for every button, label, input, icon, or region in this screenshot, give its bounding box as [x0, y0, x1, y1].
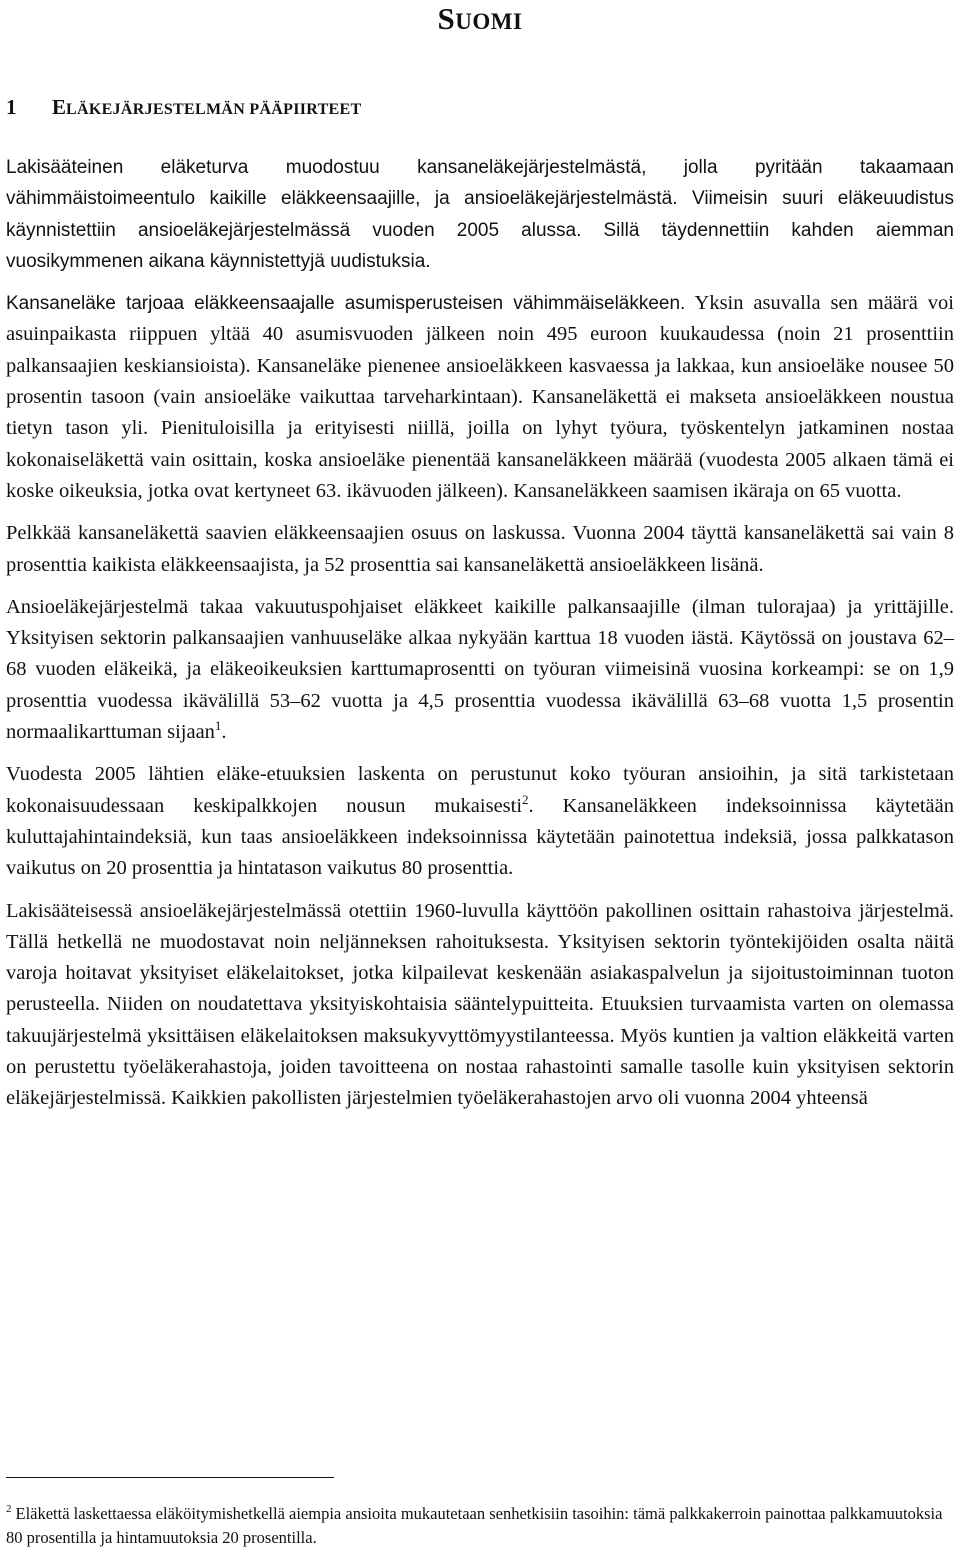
- paragraph-2-body: Yksin asuvalla sen määrä voi asuinpaikasta riippuen yltää 40 asumisvuoden jälkeen noin 495 euroon kuukaudessa (noin 21 prosenttiin palkansaajien keskiansioista). Kansaneläke pienenee ansioeläkkeen kasvaessa ja lakkaa, kun ansioeläke nousee 50 prosentin tasoon (vain ansioeläke vaikuttaa tarveharkintaan). Kansaneläkettä ei makseta ansioeläkkeen noustua tietyn tason yli. Pienituloisilla ja erityisesti niillä, joilla on lyhyt työura, työskentelyn jatkaminen nostaa kokonaiseläkettä vain osittain, koska ansioeläke pienentää kansaneläkkeen määrää (vuodesta 2005 alkaen tämä ei koske oikeuksia, jotka ovat kertyneet 63. ikävuoden jälkeen). Kansaneläkkeen saamisen ikäraja on 65 vuotta.: [6, 292, 954, 502]
- section-number: 1: [6, 95, 17, 119]
- title-rest: UOMI: [455, 9, 523, 34]
- paragraph-4-end: .: [221, 721, 227, 744]
- title-initial: S: [437, 1, 456, 36]
- paragraph-5-body: Vuodesta 2005 lähtien eläke-etuuksien laskenta on perustunut koko työuran ansioihin, ja sitä tarkistetaan kokonaisuudessaan keskipalkkojen nousun mukaisesti: [6, 763, 954, 817]
- section-heading-rest: LÄKEJÄRJESTELMÄN PÄÄPIIRTEET: [66, 101, 362, 118]
- paragraph-5: [6, 759, 954, 884]
- paragraph-5-rest: . Kansaneläkkeen indeksoinnissa käytetään kuluttajahintaindeksiä, kun taas ansioeläkkeen indeksoinnissa käytetään painotettua indeksiä, jossa palkkatason vaikutus on 20 prosenttia ja hintatason vaikutus 80 prosenttia.: [6, 794, 954, 880]
- footnote-text: Eläkettä laskettaessa eläköitymishetkellä aiempia ansioita mukautetaan senhetkisiin tasoihin: tämä palkkakerroin painottaa palkkamuutoksia 80 prosentilla ja hintamuutoksia 20 prosentilla.: [6, 1504, 943, 1547]
- paragraph-3: Pelkkää kansaneläkettä saavien eläkkeensaajien osuus on laskussa. Vuonna 2004 täyttä kansaneläkettä sai vain 8 prosenttia kaikista eläkkeensaajista, ja 52 prosenttia sai kansaneläkettä ansioeläkkeen lisänä.: [6, 522, 954, 576]
- footnote-ref-2: 2: [522, 791, 529, 807]
- footnote-ref-1: 1: [214, 718, 222, 734]
- footnote: [6, 1502, 954, 1550]
- footnote-marker: 2: [6, 1503, 12, 1515]
- paragraph-1: Lakisääteinen eläketurva muodostuu kansaneläkejärjestelmästä, jolla pyritään takaamaan vähimmäistoimeentulo kaikille eläkkeensaajille, ja ansioeläkejärjestelmästä. Viimeisin suuri eläkeuudistus käynnistettiin ansioeläkejärjestelmässä vuoden 2005 alussa. Sillä täydennettiin kahden aiemman vuosikymmenen aikana käynnistettyjä uudistuksia.: [6, 157, 954, 272]
- page-title: [6, 0, 954, 40]
- paragraph-2-lead: Kansaneläke tarjoaa eläkkeensaajalle asumisperusteisen vähimmäiseläkkeen.: [6, 293, 686, 315]
- paragraph-4-body: Ansioeläkejärjestelmä takaa vakuutuspohjaiset eläkkeet kaikille palkansaajille (ilman tulorajaa) ja yrittäjille. Yksityisen sektorin palkansaajien vanhuuseläke alkaa nykyään karttua 18 vuoden iästä. Käytössä on joustava 62–68 vuoden eläkeikä, ja eläkeoikeuksien karttumaprosentti on työuran viimeisinä vuosina korkeampi: se on 1,9 prosenttia vuodessa ikävälillä 53–62 vuotta ja 4,5 prosenttia vuodessa ikävälillä 63–68 vuotta 1,5 prosentin normaalikarttuman sijaan: [6, 595, 954, 744]
- paragraph-4: [6, 592, 954, 748]
- paragraph-6: Lakisääteisessä ansioeläkejärjestelmässä otettiin 1960-luvulla käyttöön pakollinen osittain rahastoiva järjestelmä. Tällä hetkellä ne muodostavat noin neljänneksen rahoituksesta. Yksityisen sektorin työntekijöiden osalta näitä varoja hoitavat yksityiset eläkelaitokset, jotka kilpailevat keskenään asiakaspalvelun ja sijoitustoiminnan tuoton perusteella. Niiden on noudatettava yksityiskohtaisia sääntelypuitteita. Etuuksien turvaamista varten on olemassa takuujärjestelmä yksittäisen eläkelaitoksen maksukyvyttömyystilanteessa. Myös kuntien ja valtion eläkkeitä varten on perustettu työeläkerahastoja, joiden tavoitteena on nostaa rahastointi samalle tasolle kuin yksityisen sektorin eläkejärjestelmissä. Kaikkien pakollisten järjestelmien työeläkerahastojen arvo oli vuonna 2004 yhteensä: [6, 899, 954, 1110]
- footnote-divider: [6, 1477, 334, 1478]
- section-heading-initial: E: [52, 95, 67, 119]
- paragraph-2: [6, 288, 954, 507]
- section-heading: [6, 94, 954, 120]
